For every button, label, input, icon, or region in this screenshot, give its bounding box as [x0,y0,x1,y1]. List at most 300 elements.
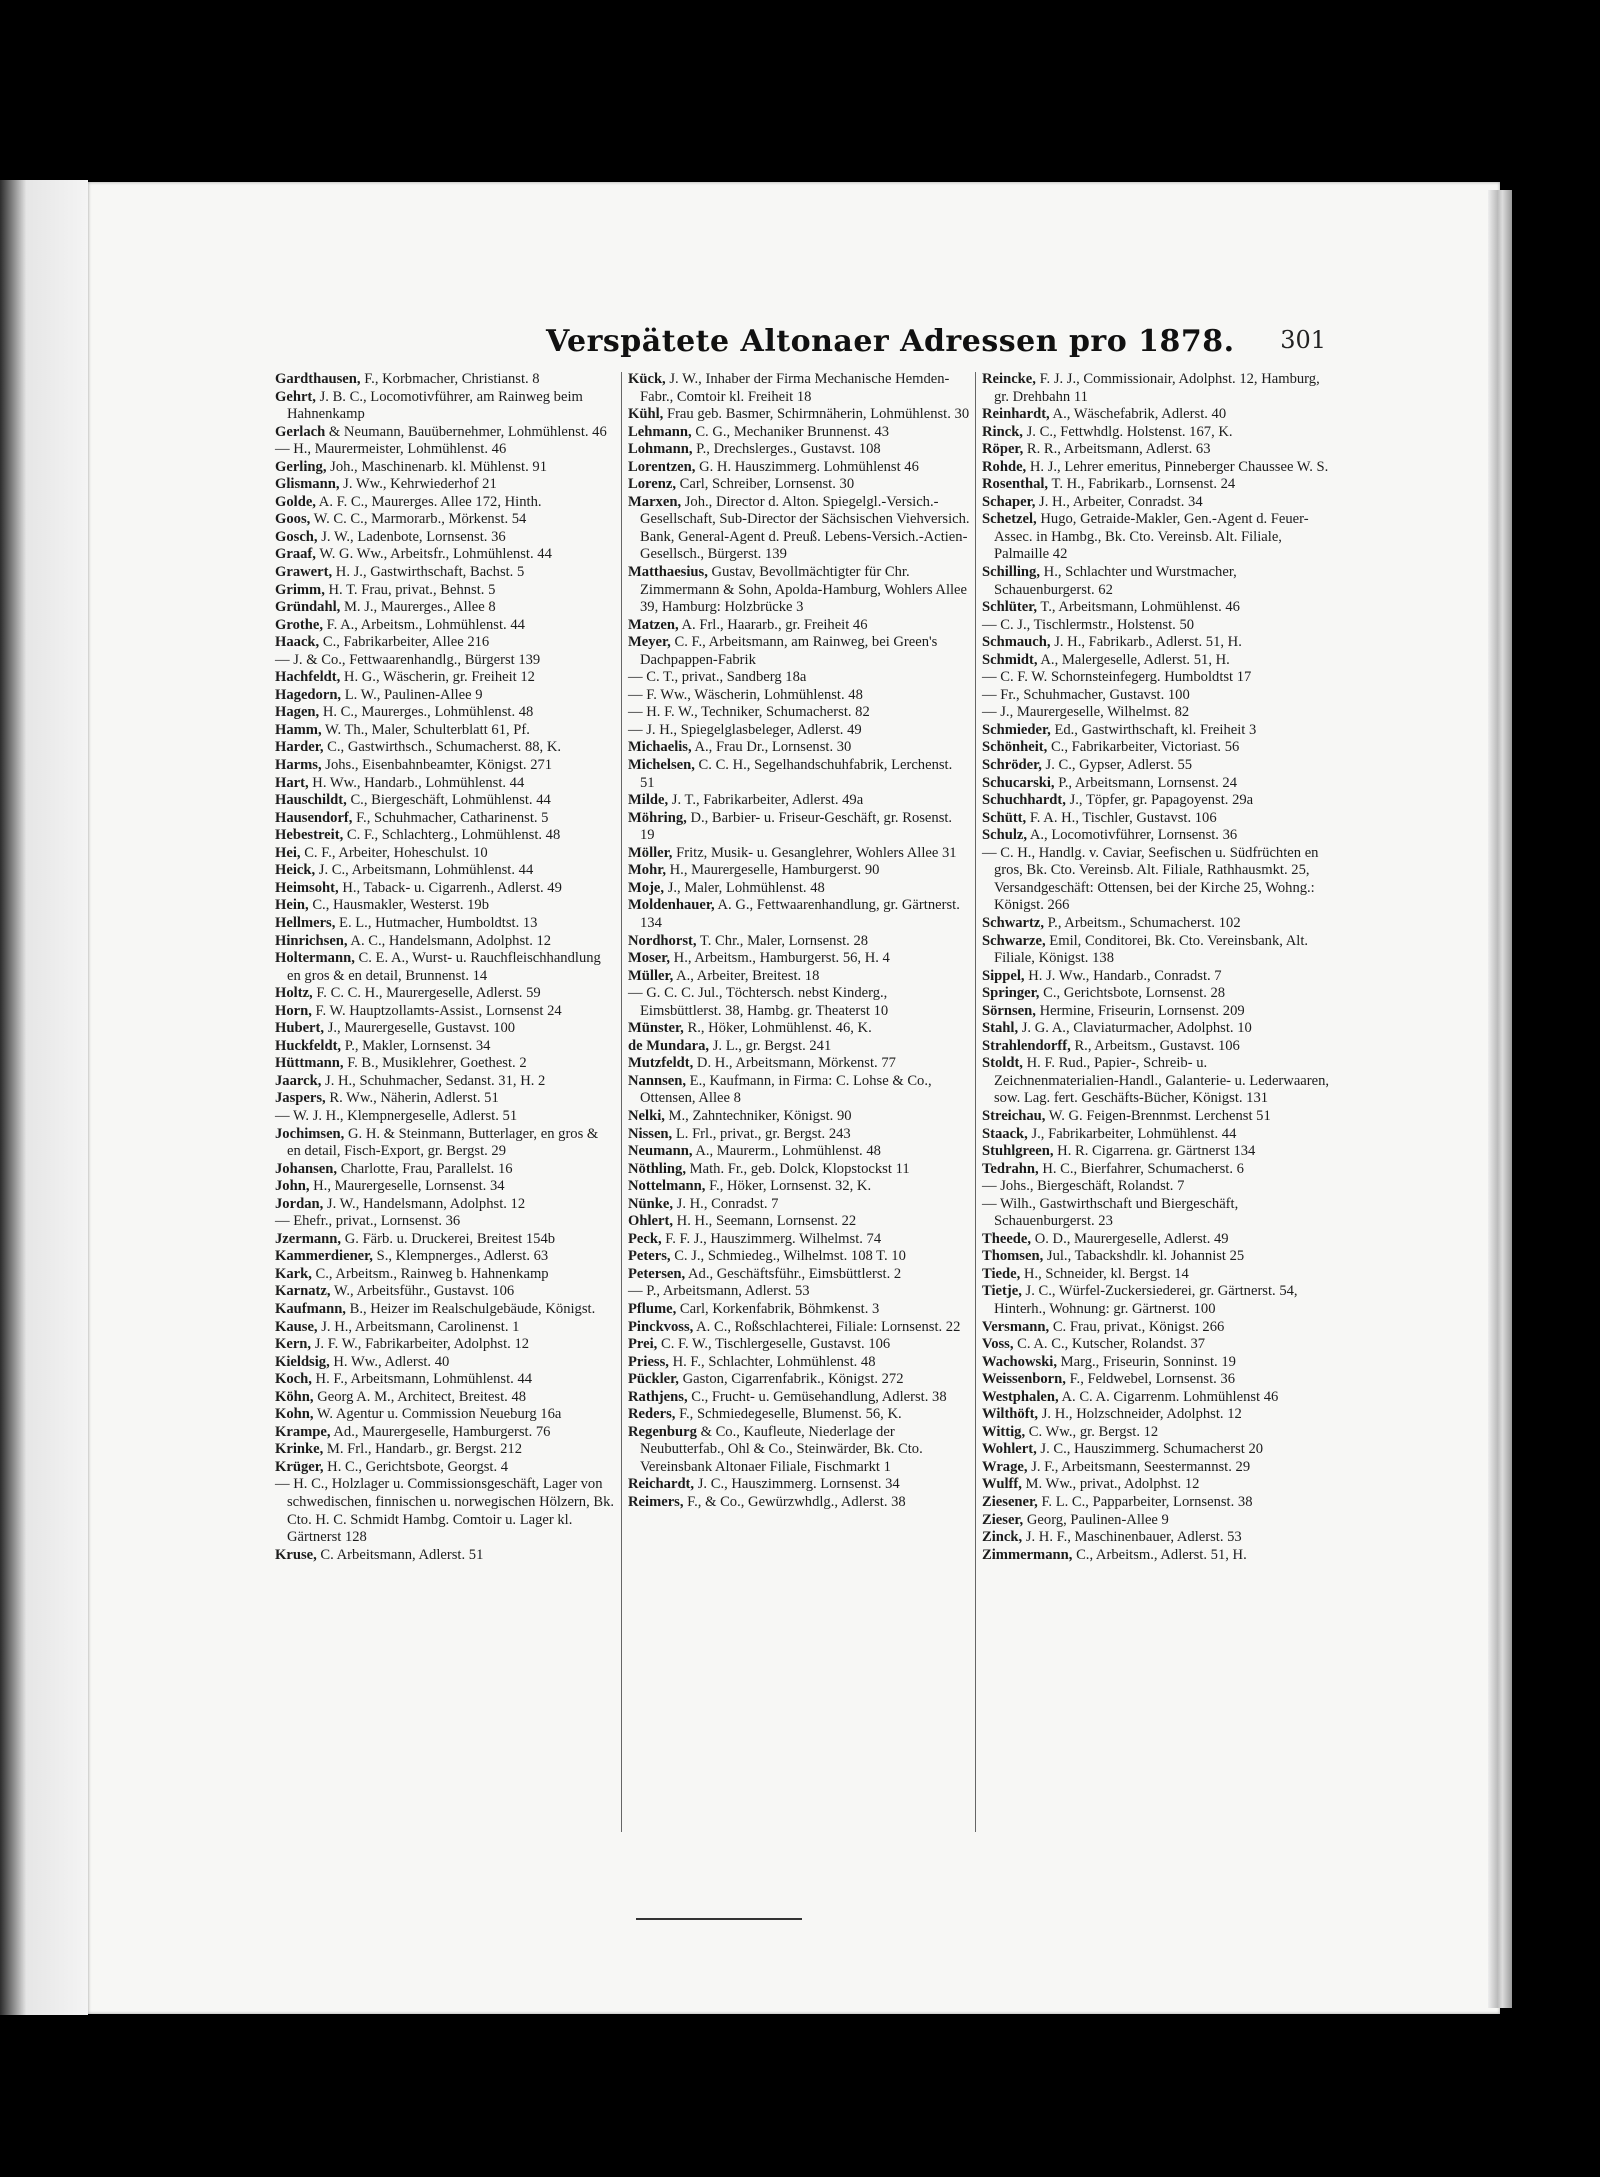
entry-details: Georg, Paulinen-Allee 9 [1026,1511,1169,1528]
address-entry [982,617,1330,635]
address-entry [275,1547,615,1565]
entry-details: H. J., Gastwirthschaft, Bachst. 5 [335,564,525,581]
address-entry [982,1231,1330,1249]
entry-details: O. D., Maurergeselle, Adlerst. 49 [1034,1230,1229,1247]
entry-surname: Hausendorf, [275,809,353,826]
entry-details: — J., Maurergeselle, Wilhelmst. 82 [982,704,1190,721]
entry-surname: Ohlert, [628,1213,673,1230]
entry-surname: Glismann, [275,476,340,493]
address-entry [982,1424,1330,1442]
address-entry [628,1301,970,1319]
address-entry [275,1389,615,1407]
address-entry [628,1389,970,1407]
entry-surname: Karnatz, [275,1283,331,1300]
entry-details: A., Maurerm., Lohmühlenst. 48 [695,1143,881,1160]
entry-details: F. A., Arbeitsm., Lohmühlenst. 44 [326,616,525,633]
entry-surname: Thomsen, [982,1248,1044,1265]
entry-surname: Nordhorst, [628,932,697,949]
entry-details: L. Frl., privat., gr. Bergst. 243 [675,1125,851,1142]
entry-surname: Pflume, [628,1300,677,1317]
address-entry [275,1231,615,1249]
address-entry [628,1020,970,1038]
entry-surname: Weissenborn, [982,1371,1066,1388]
address-entry [628,476,970,494]
entry-details: R., Arbeitsm., Gustavst. 106 [1074,1037,1240,1054]
entry-details: D. H., Arbeitsmann, Mörkenst. 77 [696,1055,896,1072]
entry-surname: Kammerdiener, [275,1248,373,1265]
entry-surname: Rathjens, [628,1388,688,1405]
page-title: Verspätete Altonaer Adressen pro 1878. [546,324,1235,359]
address-column-3 [982,371,1330,1564]
entry-surname: Köhn, [275,1388,314,1405]
entry-details: — H. C., Holzlager u. Commissionsgeschäft, Lager von schwedischen, finnischen u. norwegischen Hölzern, Bk. Cto. H. C. Schmidt Hambg. Comtoir u. Lager kl. Gärtnerst 128 [275,1476,615,1546]
entry-surname: Heick, [275,862,316,879]
address-entry [982,933,1330,968]
address-entry [628,1126,970,1144]
address-entry [275,722,615,740]
entry-details: Ed., Gastwirthschaft, kl. Freiheit 3 [1054,721,1257,738]
entry-details: P., Arbeitsm., Schumacherst. 102 [1047,914,1241,931]
address-entry [275,1354,615,1372]
entry-surname: Johansen, [275,1160,338,1177]
entry-surname: Sippel, [982,967,1025,984]
address-entry [628,880,970,898]
address-entry [275,652,615,670]
address-entry [275,933,615,951]
address-entry [275,880,615,898]
address-entry [982,1512,1330,1530]
entry-details: C. E. A., Wurst- u. Rauchfleischhandlung en gros & en detail, Brunnenst. 14 [287,950,601,984]
entry-details: J. W., Ladenbote, Lornsenst. 36 [321,528,506,545]
entry-surname: Schröder, [982,757,1042,774]
address-entry [628,1283,970,1301]
address-entry [275,1441,615,1459]
entry-details: J. Ww., Kehrwiederhof 21 [343,476,497,493]
entry-surname: Hagedorn, [275,686,342,703]
entry-details: H. F. Rud., Papier-, Schreib- u. Zeichnenmaterialien-Handl., Galanterie- u. Lederwaaren, sow. Lag. fert. Geschäfts-Bücher, Königst. 131 [994,1055,1330,1107]
address-entry [628,1161,970,1179]
entry-details: J. B. C., Locomotivführer, am Rainweg beim Hahnenkamp [287,388,583,423]
entry-details: C. F., Arbeiter, Hoheschulst. 10 [304,844,488,861]
entry-surname: Lohmann, [628,441,693,458]
address-entry [275,1476,615,1546]
address-entry [275,915,615,933]
address-entry [275,546,615,564]
entry-surname: Lorenz, [628,476,676,493]
entry-surname: Reimers, [628,1494,684,1510]
entry-surname: Schlüter, [982,599,1038,616]
entry-surname: Lorentzen, [628,458,696,475]
address-entry [982,1389,1330,1407]
entry-details: F. L. C., Papparbeiter, Lornsenst. 38 [1041,1494,1253,1510]
address-entry [275,582,615,600]
entry-surname: Petersen, [628,1265,686,1282]
entry-surname: Zimmermann, [982,1546,1073,1563]
entry-details: J. H. F., Maschinenbauer, Adlerst. 53 [1025,1529,1242,1546]
entry-surname: Neumann, [628,1143,693,1160]
entry-surname: Nünke, [628,1195,674,1212]
entry-surname: Wulff, [982,1476,1022,1493]
entry-details: B., Heizer im Realschulgebäude, Königst. [349,1300,596,1317]
address-entry [275,1371,615,1389]
address-entry [275,1108,615,1126]
entry-surname: Rohde, [982,458,1027,475]
page-header [546,324,1326,364]
address-entry [982,1283,1330,1318]
address-entry [982,1003,1330,1021]
entry-surname: Müller, [628,967,674,984]
entry-surname: Rinck, [982,423,1023,440]
entry-surname: Horn, [275,1002,312,1019]
entry-details: C., Hausmakler, Westerst. 19b [312,897,490,914]
address-entry [982,845,1330,915]
entry-details: J. H., Holzschneider, Adolphst. 12 [1041,1406,1242,1423]
entry-details: C., Gerichtsbote, Lornsenst. 28 [1043,985,1226,1002]
address-entry [275,1406,615,1424]
address-entry [982,1038,1330,1056]
entry-surname: Wilthöft, [982,1406,1039,1423]
entry-surname: Peters, [628,1248,671,1265]
address-entry [628,1248,970,1266]
entry-surname: Reders, [628,1406,676,1423]
entry-details: M. J., Maurerges., Allee 8 [343,599,496,616]
address-entry [275,1459,615,1477]
entry-surname: Röper, [982,441,1024,458]
entry-surname: Hagen, [275,704,320,721]
entry-surname: Stahl, [982,1020,1019,1037]
entry-surname: Gosch, [275,528,318,545]
entry-details: Ad., Geschäftsführ., Eimsbüttlerst. 2 [687,1265,902,1282]
entry-details: C. F., Schlachterg., Lohmühlenst. 48 [346,827,561,844]
column-divider [621,372,622,1832]
entry-surname: Hein, [275,897,309,914]
entry-details: — Johs., Biergeschäft, Rolandst. 7 [982,1178,1185,1195]
entry-details: — C. F. W. Schornsteinfegerg. Humboldtst 17 [982,669,1252,686]
entry-details: Georg A. M., Architect, Breitest. 48 [317,1388,527,1405]
entry-details: — Ehefr., privat., Lornsenst. 36 [275,1213,461,1230]
entry-surname: Matzen, [628,616,679,633]
entry-surname: Hellmers, [275,914,336,931]
address-entry [628,1494,970,1512]
address-entry [628,1406,970,1424]
entry-surname: Schwarze, [982,932,1046,949]
address-entry [275,371,615,389]
address-entry [275,1301,615,1319]
entry-surname: Pückler, [628,1371,679,1388]
address-entry [275,669,615,687]
address-entry [628,968,970,986]
address-entry [628,669,970,687]
address-entry [628,722,970,740]
entry-details: R. Ww., Näherin, Adlerst. 51 [329,1090,499,1107]
entry-details: F. F. J., Hauszimmerg. Wilhelmst. 74 [665,1230,882,1247]
entry-details: F. A. H., Tischler, Gustavst. 106 [1029,809,1217,826]
address-entry [275,1020,615,1038]
address-entry [628,757,970,792]
entry-surname: Sörnsen, [982,1002,1036,1019]
address-entry [275,476,615,494]
address-entry [982,1020,1330,1038]
entry-surname: Moldenhauer, [628,897,715,914]
entry-surname: Haack, [275,634,320,651]
entry-details: J. F. W., Fabrikarbeiter, Adolphst. 12 [314,1336,530,1353]
entry-surname: Springer, [982,985,1040,1002]
address-entry [982,757,1330,775]
address-entry [275,1090,615,1108]
entry-details: C., Biergeschäft, Lohmühlenst. 44 [350,792,551,809]
address-entry [982,1336,1330,1354]
entry-details: W. C. C., Marmorarb., Mörkenst. 54 [313,511,527,528]
entry-surname: Rosenthal, [982,476,1049,493]
entry-details: Johs., Eisenbahnbeamter, Königst. 271 [325,757,553,774]
entry-details: J., Töpfer, gr. Papagoyenst. 29a [1069,792,1254,809]
entry-details: C. A. C., Kutscher, Rolandst. 37 [1017,1336,1206,1353]
entry-surname: Grothe, [275,616,323,633]
entry-details: A., Locomotivführer, Lornsenst. 36 [1029,827,1238,844]
address-entry [275,1003,615,1021]
address-entry [982,792,1330,810]
address-entry [628,810,970,845]
entry-details: G. H. & Steinmann, Butterlager, en gros & en detail, Fisch-Export, gr. Bergst. 29 [287,1125,599,1160]
address-entry [275,564,615,582]
entry-details: H. F., Schlachter, Lohmühlenst. 48 [672,1353,876,1370]
address-entry [982,1161,1330,1179]
address-entry [275,950,615,985]
entry-details: D., Barbier- u. Friseur-Geschäft, gr. Rosenst. 19 [640,809,953,844]
entry-details: — H., Maurermeister, Lohmühlenst. 46 [275,441,507,458]
address-entry [275,1126,615,1161]
entry-details: T. Chr., Maler, Lornsenst. 28 [699,932,869,949]
address-entry [628,985,970,1020]
entry-details: W., Arbeitsführ., Gustavst. 106 [333,1283,515,1300]
address-entry [275,389,615,424]
entry-details: Fritz, Musik- u. Gesanglehrer, Wohlers Allee 31 [676,844,957,861]
entry-details: F. C. C. H., Maurergeselle, Adlerst. 59 [316,985,541,1002]
entry-surname: Hei, [275,844,301,861]
address-entry [275,687,615,705]
entry-surname: Nissen, [628,1125,673,1142]
entry-surname: Krampe, [275,1423,331,1440]
entry-details: E. L., Hutmacher, Humboldtst. 13 [339,914,538,931]
address-entry [982,1266,1330,1284]
address-entry [628,441,970,459]
entry-surname: Michelsen, [628,757,695,774]
entry-details: Carl, Schreiber, Lornsenst. 30 [679,476,855,493]
address-entry [982,687,1330,705]
entry-surname: Möhring, [628,809,687,826]
entry-surname: Harms, [275,757,322,774]
entry-details: & Neumann, Bauübernehmer, Lohmühlenst. 46 [328,423,607,440]
address-entry [275,1073,615,1091]
entry-surname: Münster, [628,1020,684,1037]
address-entry [275,704,615,722]
entry-surname: de Mundara, [628,1037,710,1054]
entry-details: — W. J. H., Klempnergeselle, Adlerst. 51 [275,1107,518,1124]
address-entry [628,424,970,442]
entry-details: J. H., Arbeiter, Conradst. 34 [1039,493,1203,510]
address-entry [982,1371,1330,1389]
entry-details: — P., Arbeitsmann, Adlerst. 53 [628,1283,810,1300]
entry-details: H., Schlachter und Wurstmacher, Schauenburgerst. 62 [994,564,1237,598]
address-entry [275,634,615,652]
address-entry [982,1055,1330,1108]
entry-surname: Matthaesius, [628,564,708,581]
entry-surname: Koch, [275,1371,312,1388]
address-entry [982,810,1330,828]
address-column-1 [275,371,615,1564]
entry-details: J. C., Arbeitsmann, Lohmühlenst. 44 [318,862,534,879]
entry-surname: Kark, [275,1265,312,1282]
entry-details: J., Fabrikarbeiter, Lohmühlenst. 44 [1031,1125,1237,1142]
entry-details: H. C., Bierfahrer, Schumacherst. 6 [1042,1160,1244,1177]
address-entry [982,1529,1330,1547]
entry-surname: Ziesener, [982,1494,1038,1510]
entry-details: J. C., Würfel-Zuckersiederei, gr. Gärtnerst. 54, Hinterh., Wohnung: gr. Gärtnerst. 100 [994,1283,1298,1317]
entry-details: H. Ww., Adlerst. 40 [333,1353,450,1370]
entry-details: Hugo, Getraide-Makler, Gen.-Agent d. Feuer-Assec. in Hambg., Bk. Cto. Vereinsb. Alt. Filiale, Palmaille 42 [994,511,1309,563]
entry-details: C., Frucht- u. Gemüsehandlung, Adlerst. 38 [691,1388,947,1405]
address-entry [275,529,615,547]
address-entry [628,406,970,424]
entry-surname: Schuchhardt, [982,792,1066,809]
entry-details: Math. Fr., geb. Dolck, Klopstockst 11 [689,1160,910,1177]
entry-surname: Reinhardt, [982,406,1050,423]
entry-surname: Hubert, [275,1020,325,1037]
entry-details: J. H., Schuhmacher, Sedanst. 31, H. 2 [325,1072,546,1089]
address-entry [982,424,1330,442]
entry-surname: Nöthling, [628,1160,686,1177]
entry-surname: Gehrt, [275,388,316,405]
entry-details: F. J. J., Commissionair, Adolphst. 12, Hamburg, gr. Drehbahn 11 [994,371,1320,405]
address-entry [982,511,1330,564]
address-entry [275,1248,615,1266]
address-entry [982,1126,1330,1144]
address-entry [275,1055,615,1073]
entry-details: J. F., Arbeitsmann, Seestermannst. 29 [1031,1458,1251,1475]
address-entry [982,1178,1330,1196]
address-entry [275,862,615,880]
entry-details: Jul., Tabackshdlr. kl. Johannist 25 [1046,1248,1245,1265]
entry-surname: Kück, [628,371,666,387]
entry-details: C. F., Arbeitsmann, am Rainweg, bei Green's Dachpappen-Fabrik [640,634,938,668]
entry-surname: Regenburg [628,1423,697,1440]
address-entry [982,669,1330,687]
address-entry [275,424,615,442]
address-entry [628,792,970,810]
address-entry [982,652,1330,670]
entry-details: H., Maurergeselle, Lornsenst. 34 [313,1178,505,1195]
entry-surname: Gardthausen, [275,371,361,387]
entry-details: F., Korbmacher, Christianst. 8 [364,371,540,387]
address-column-2 [628,371,970,1512]
entry-details: — Fr., Schuhmacher, Gustavst. 100 [982,686,1190,703]
address-entry [628,739,970,757]
entry-surname: Gerlach [275,423,326,440]
entry-details: M., Zahntechniker, Königst. 90 [668,1107,852,1124]
entry-details: H. J., Lehrer emeritus, Pinneberger Chaussee W. S. [1029,458,1329,475]
entry-details: Hermine, Friseurin, Lornsenst. 209 [1039,1002,1245,1019]
entry-surname: Schmidt, [982,651,1038,668]
entry-surname: Gründahl, [275,599,341,616]
entry-details: P., Arbeitsmann, Lornsenst. 24 [1058,774,1237,791]
address-entry [982,1441,1330,1459]
entry-surname: Kohn, [275,1406,314,1423]
address-entry [275,1424,615,1442]
address-entry [275,739,615,757]
address-entry [628,704,970,722]
entry-surname: Holtermann, [275,950,355,967]
entry-surname: Jaspers, [275,1090,326,1107]
entry-details: E., Kaufmann, in Firma: C. Lohse & Co., Ottensen, Allee 8 [640,1072,932,1107]
address-entry [275,441,615,459]
entry-details: Gustav, Bevollmächtigter für Chr. Zimmermann & Sohn, Apolda-Hamburg, Wohlers Allee 39, Hamburg: Holzbrücke 3 [640,564,968,616]
entry-surname: Mutzfeldt, [628,1055,694,1072]
entry-surname: Schucarski, [982,774,1055,791]
entry-details: H., Arbeitsm., Hamburgerst. 56, H. 4 [673,950,890,967]
address-entry [275,1283,615,1301]
address-entry [628,371,970,406]
entry-details: C. Ww., gr. Bergst. 12 [1028,1423,1159,1440]
entry-surname: Hart, [275,774,309,791]
entry-details: C. J., Schmiedeg., Wilhelmst. 108 T. 10 [674,1248,906,1265]
entry-details: — J. H., Spiegelglasbeleger, Adlerst. 49 [628,721,862,738]
entry-surname: Schmieder, [982,721,1051,738]
address-entry [275,599,615,617]
entry-surname: Schetzel, [982,511,1037,528]
address-entry [628,950,970,968]
address-entry [275,1266,615,1284]
entry-surname: Holtz, [275,985,313,1002]
entry-surname: Huckfeldt, [275,1037,342,1054]
address-entry [628,1178,970,1196]
entry-details: J. W., Inhaber der Firma Mechanische Hemden-Fabr., Comtoir kl. Freiheit 18 [640,371,950,405]
address-entry [628,494,970,564]
entry-details: Joh., Director d. Alton. Spiegelgl.-Versich.-Gesellschaft, Sub-Director der Sächsischen Viehversich. Bank, General-Agent d. Preuß. Lebens-Versich.-Actien-Gesellsch., Bürgerst. 139 [640,493,970,563]
address-entry [628,634,970,669]
entry-details: — C. H., Handlg. v. Caviar, Seefischen u. Südfrüchten en gros, Bk. Cto. Vereinsb. Alt. Filiale, Rathhausmkt. 25, Versandgeschäft: Ottensen, bei der Kirche 25, Wohng.: Königst. 266 [982,844,1319,914]
entry-details: J. H., Arbeitsmann, Carolinenst. 1 [321,1318,520,1335]
entry-surname: Michaelis, [628,739,692,756]
entry-details: A., Malergeselle, Adlerst. 51, H. [1040,651,1230,668]
entry-details: H., Schneider, kl. Bergst. 14 [1023,1265,1189,1282]
entry-details: — H. F. W., Techniker, Schumacherst. 82 [628,704,870,721]
entry-details: A. G., Fettwaarenhandlung, gr. Gärtnerst. 134 [640,897,960,931]
entry-details: & Co., Kaufleute, Niederlage der Neubutterfab., Ohl & Co., Steinwärder, Bk. Cto. Vereinsbank Altonaer Filiale, Fischmarkt 1 [640,1423,923,1475]
entry-surname: Hebestreit, [275,827,344,844]
entry-surname: Schilling, [982,564,1040,581]
address-entry [275,827,615,845]
address-entry [628,1476,970,1494]
address-entry [275,1319,615,1337]
entry-surname: Grimm, [275,581,325,598]
address-entry [275,775,615,793]
entry-details: A. C. A. Cigarrenm. Lohmühlenst 46 [1061,1388,1279,1405]
address-entry [628,1055,970,1073]
entry-details: Ad., Maurergeselle, Hamburgerst. 76 [333,1423,551,1440]
entry-surname: Wohlert, [982,1441,1037,1458]
address-entry [982,985,1330,1003]
address-entry [628,1319,970,1337]
entry-surname: Versmann, [982,1318,1050,1335]
entry-surname: Tiede, [982,1265,1021,1282]
entry-surname: Tietje, [982,1283,1022,1300]
entry-surname: Möller, [628,844,673,861]
address-entry [982,441,1330,459]
address-entry [982,1143,1330,1161]
address-entry [628,564,970,617]
address-entry [982,1354,1330,1372]
entry-surname: Schütt, [982,809,1027,826]
